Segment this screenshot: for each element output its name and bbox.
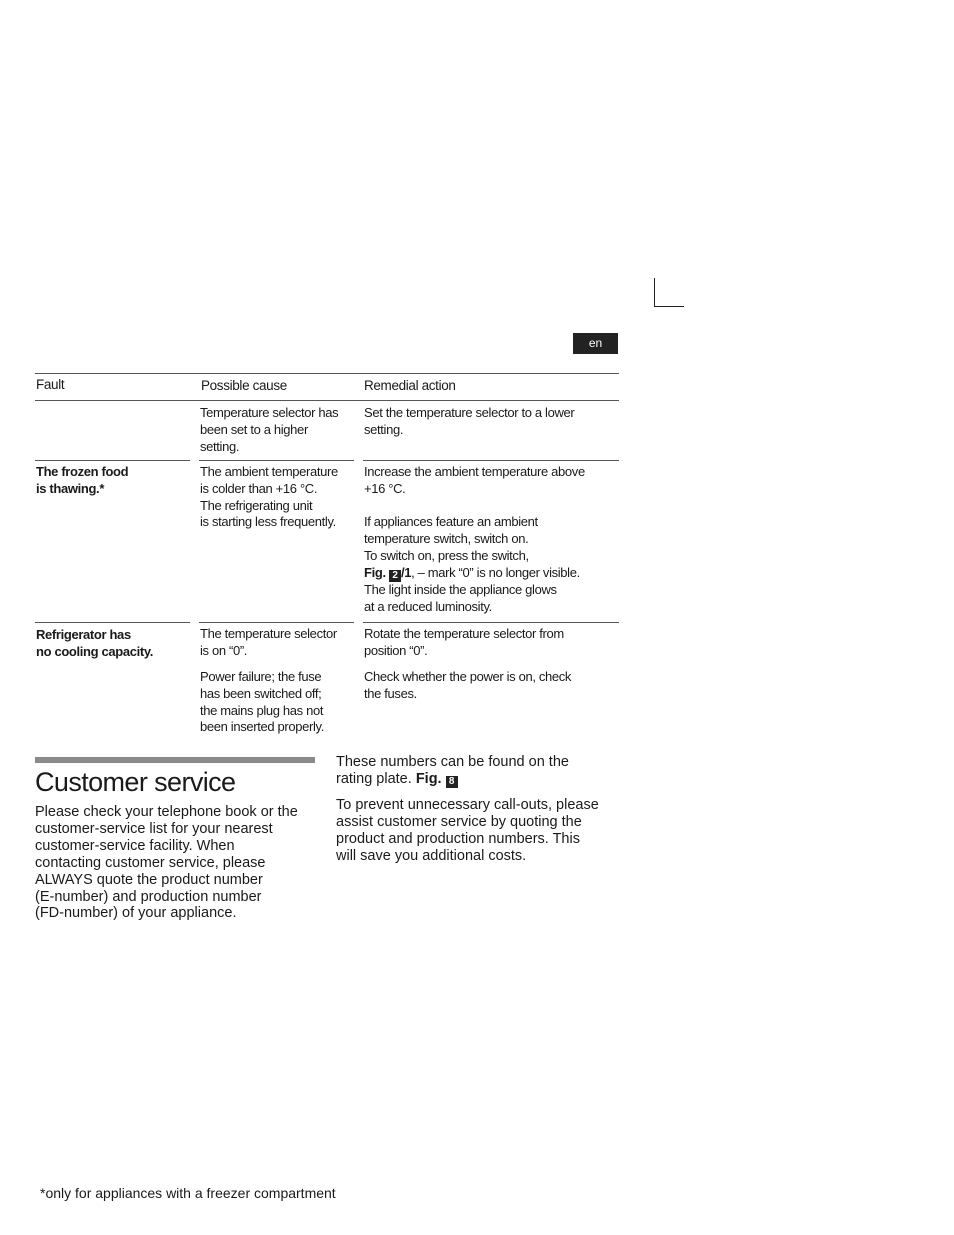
customer-service-paragraph-right: These numbers can be found on the rating plate. Fig. 8 To prevent unnecessary call-outs, please assist customer service by quoting the product and production numbers. This will save you additional costs. (336, 754, 599, 864)
row2-fault: The frozen food is thawing.* (36, 464, 129, 496)
fig-ref: /1 (400, 564, 412, 580)
header-fault: Fault (36, 377, 65, 392)
section-title: Customer service (35, 767, 236, 797)
header-remedial-action: Remedial action (364, 378, 456, 393)
table-top-rule (35, 373, 619, 374)
row1-cause: Temperature selector has been set to a higher setting. (200, 405, 339, 454)
fig-label-2: Fig. (415, 770, 442, 787)
header-possible-cause: Possible cause (201, 378, 287, 393)
row3-fault: Refrigerator has no cooling capacity. (36, 627, 154, 659)
figure-number-badge: 2 (389, 570, 401, 582)
section-bar (35, 757, 315, 763)
row2-fault-rule (35, 460, 190, 461)
row3-fault-rule (35, 622, 190, 623)
row3-cause-1: The temperature selector is on “0”. (200, 626, 337, 658)
row3-action-1: Rotate the temperature selector from position “0”. (364, 626, 564, 658)
crop-mark-vertical (654, 278, 655, 307)
row3-cause-2: Power failure; the fuse has been switched off; the mains plug has not been inserted properly. (200, 669, 324, 735)
language-badge: en (573, 333, 618, 354)
row2-action: Increase the ambient temperature above +16 °C. If appliances feature an ambient temperature switch, switch on. To switch on, press the switch, Fig. 2 /1, – mark “0” is no longer visible. The light inside the appliance glows at a reduced luminosity. (364, 464, 585, 614)
header-bottom-rule (35, 400, 619, 401)
fig-label: Fig. (364, 564, 386, 580)
footnote: *only for appliances with a freezer compartment (40, 1185, 336, 1201)
row3-action-2: Check whether the power is on, check the fuses. (364, 669, 572, 701)
row2-cause-rule (199, 460, 354, 461)
row2-action-rule (363, 460, 619, 461)
customer-service-paragraph-left: Please check your telephone book or the customer-service list for your nearest customer-service facility. When contacting customer service, please ALWAYS quote the product number (E-number) and production number (FD-number) of your appliance. (35, 804, 298, 922)
figure-number-badge-2: 8 (446, 776, 458, 788)
crop-mark-horizontal (654, 306, 684, 307)
row1-action: Set the temperature selector to a lower setting. (364, 405, 575, 437)
row3-cause-rule (199, 622, 354, 623)
row3-action-rule (363, 622, 619, 623)
row2-cause: The ambient temperature is colder than +16 °C. The refrigerating unit is starting less frequently. (200, 464, 338, 530)
